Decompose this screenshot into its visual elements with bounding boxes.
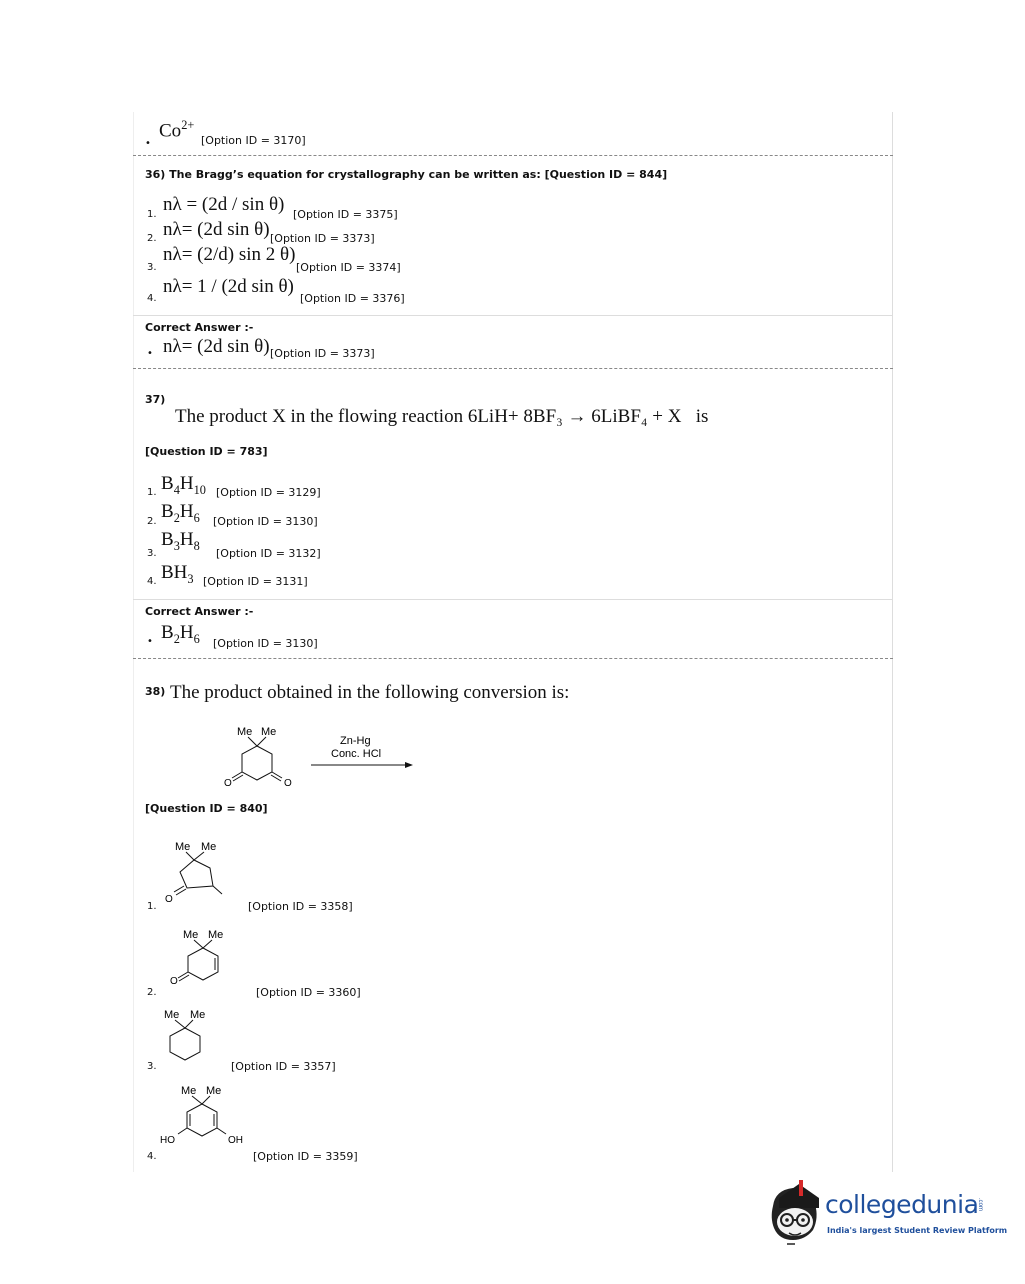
mascot-icon (765, 1178, 825, 1248)
svg-text:O: O (170, 976, 178, 987)
q37-question: The product X in the flowing reaction 6LiH+ 8BF₃ → 6LiBF₄ + X is (175, 406, 709, 427)
q37-correct-label: Correct Answer :- (145, 605, 254, 618)
q36-formula-4: nλ= 1 / (2d sin θ) (163, 276, 294, 297)
prev-formula: Co (159, 120, 182, 142)
q38-question: The product obtained in the following conversion is: (170, 682, 570, 703)
q38-option-id-1: [Option ID = 3358] (248, 900, 353, 913)
svg-text:OH: OH (228, 1135, 243, 1146)
me-label: Me (261, 726, 277, 738)
o-label: O (284, 778, 292, 789)
svg-text:Me: Me (181, 1085, 197, 1097)
q36-formula-2: nλ= (2d sin θ) (163, 219, 270, 240)
divider (133, 599, 893, 600)
q37-formula-2: $B_2H_6$ (161, 501, 200, 525)
page-left-border (133, 112, 134, 1172)
o-label: O (224, 778, 232, 789)
q38-option-id-2: [Option ID = 3360] (256, 986, 361, 999)
q36-correct-label: Correct Answer :- (145, 321, 254, 334)
q37-formula-4: $BH_3$ (161, 562, 194, 586)
svg-text:Me: Me (175, 841, 191, 853)
svg-text:Me: Me (201, 841, 217, 853)
brand-dotcom: .com (977, 1198, 983, 1212)
q36-title: 36) The Bragg’s equation for crystallography can be written as: [Question ID = 844] (145, 168, 668, 181)
q38-option-id-4: [Option ID = 3359] (253, 1150, 358, 1163)
reagent-conc-hcl: Conc. HCl (331, 748, 382, 760)
svg-text:Me: Me (164, 1009, 180, 1021)
brand-name: collegedunia (825, 1190, 979, 1219)
q37-number: 37) (145, 393, 166, 406)
svg-text:Me: Me (206, 1085, 222, 1097)
q38-structure-3 (155, 1006, 225, 1064)
q38-option-id-3: [Option ID = 3357] (231, 1060, 336, 1073)
divider (133, 368, 893, 369)
svg-text:O: O (165, 894, 173, 905)
svg-text:Me: Me (190, 1009, 206, 1021)
q38-structure-2 (165, 926, 245, 992)
q37-question-id: [Question ID = 783] (145, 445, 268, 458)
q38-structure-1 (160, 838, 240, 908)
reaction-scheme (215, 720, 425, 790)
divider (133, 155, 893, 156)
divider (133, 315, 893, 316)
prev-option-id: [Option ID = 3170] (201, 134, 306, 147)
q38-structure-4 (155, 1082, 255, 1148)
reagent-zn-hg: Zn-Hg (340, 735, 371, 747)
brand-logo[interactable] (765, 1178, 1008, 1248)
svg-text:Me: Me (183, 929, 199, 941)
q36-formula-3: nλ= (2/d) sin 2 θ) (163, 244, 296, 265)
q37-formula-1: $B_4H_{10}$ (161, 473, 206, 497)
svg-text:HO: HO (160, 1135, 175, 1146)
q38-number: 38) (145, 685, 166, 698)
divider (133, 658, 893, 659)
q38-question-id: [Question ID = 840] (145, 802, 268, 815)
brand-tagline: India's largest Student Review Platform (827, 1226, 1008, 1235)
q36-formula-1: nλ = (2d / sin θ) (163, 194, 285, 215)
svg-text:Me: Me (208, 929, 224, 941)
page-right-border (892, 112, 893, 1172)
q37-formula-3: $B_3H_8$ (161, 529, 200, 553)
me-label: Me (237, 726, 253, 738)
